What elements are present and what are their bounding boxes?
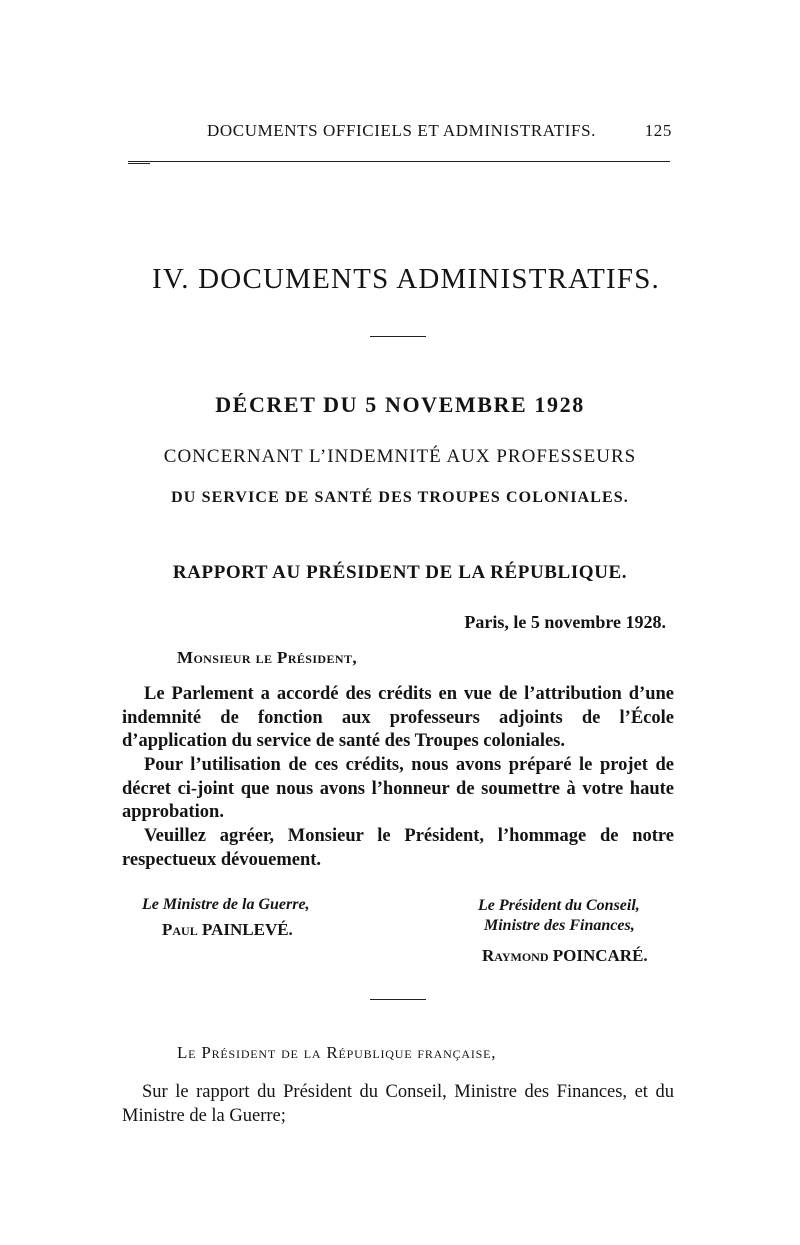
separator-rule xyxy=(370,336,426,337)
paragraph-text: Pour l’utilisation de ces crédits, nous avons préparé le projet de décret ci-joint que nous avons l’honneur de soumettre à votre haute approbation. xyxy=(122,755,674,823)
decree-subtitle-line2: DU SERVICE DE SANTÉ DES TROUPES COLONIALES. xyxy=(171,489,629,506)
decree-body-paragraph xyxy=(122,1081,674,1128)
decree-subtitle-line1: CONCERNANT L’INDEMNITÉ AUX PROFESSEURS xyxy=(163,446,637,467)
signatory-role-secondary: Ministre des Finances, xyxy=(484,917,635,934)
salutation: Monsieur le Président, xyxy=(177,648,358,667)
report-paragraph xyxy=(122,754,674,825)
paragraph-text: Sur le rapport du Président du Conseil, Ministre des Finances, et du Ministre de la Guerre; xyxy=(122,1082,674,1126)
paragraph-text: Le Parlement a accordé des crédits en vue de l’attribution d’une indemnité de fonction aux professeurs adjoints de l’École d’application du service de santé des Troupes coloniales. xyxy=(122,684,674,752)
report-title: RAPPORT AU PRÉSIDENT DE LA RÉPUBLIQUE. xyxy=(172,562,628,583)
signatory-role: Le Président du Conseil, xyxy=(478,897,640,914)
dateline: Paris, le 5 novembre 1928. xyxy=(464,612,666,632)
header-rule xyxy=(128,161,670,162)
decree-title: DÉCRET DU 5 NOVEMBRE 1928 xyxy=(215,392,585,417)
signatory-name: Paul PAINLEVÉ. xyxy=(162,920,293,939)
report-paragraph xyxy=(122,683,674,754)
report-paragraph xyxy=(122,825,674,872)
section-title: IV. DOCUMENTS ADMINISTRATIFS. xyxy=(152,263,660,295)
signature-right xyxy=(478,896,648,966)
signatory-role: Le Ministre de la Guerre, xyxy=(142,896,310,913)
signature-left xyxy=(142,896,310,940)
page-number: 125 xyxy=(644,121,672,140)
paragraph-text: Veuillez agréer, Monsieur le Président, l’hommage de notre respectueux dévouement. xyxy=(122,826,674,870)
separator-rule xyxy=(370,999,426,1000)
header-rule-short xyxy=(128,163,150,164)
running-title: DOCUMENTS OFFICIELS ET ADMINISTRATIFS. xyxy=(207,121,596,140)
signatory-name: Raymond POINCARÉ. xyxy=(482,946,648,965)
decree-body-heading: Le Président de la République française, xyxy=(177,1043,497,1062)
